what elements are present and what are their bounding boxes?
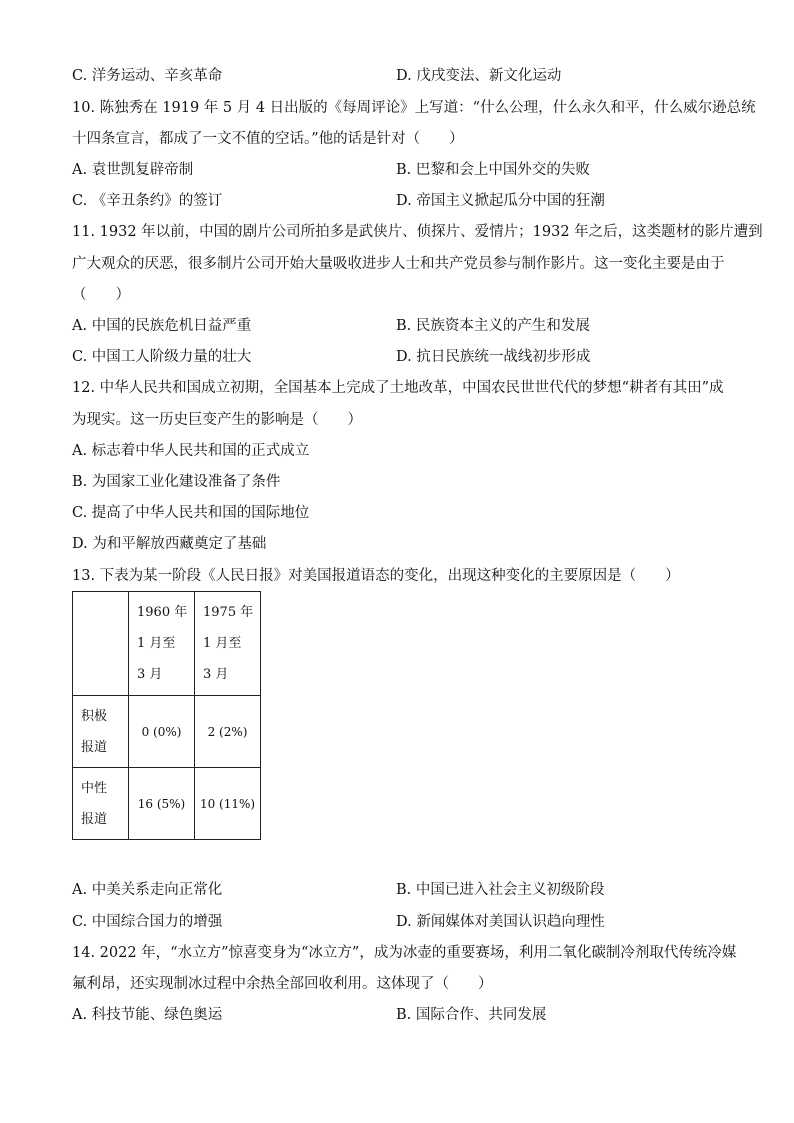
- q13-option-a: A. 中美关系走向正常化: [72, 882, 223, 898]
- cell-neutral-1960: [129, 768, 195, 840]
- table-header-1975: [195, 592, 261, 696]
- q10-stem-line1: 10. 陈独秀在 1919 年 5 月 4 日出版的《每周评论》上写道：“什么公理，什么永久和平，什么威尔逊总统: [72, 100, 756, 116]
- cell-value: 16 (5%): [137, 796, 186, 811]
- q13-stem-line1: 13. 下表为某一阶段《人民日报》对美国报道语态的变化，出现这种变化的主要原因是（ ）: [72, 568, 680, 584]
- q12-stem-line2: 为现实。这一历史巨变产生的影响是（ ）: [72, 412, 362, 428]
- q12-option-a: A. 标志着中华人民共和国的正式成立: [72, 443, 310, 459]
- cell-positive-1960: [129, 696, 195, 768]
- q13-option-d: D. 新闻媒体对美国认识趋向理性: [396, 914, 605, 930]
- q11-stem-line2: 广大观众的厌恶，很多制片公司开始大量吸收进步人士和共产党员参与制作影片。这一变化主要是由于: [72, 256, 725, 272]
- q12-stem-line1: 12. 中华人民共和国成立初期，全国基本上完成了土地改革，中国农民世世代代的梦想“耕者有其田”成: [72, 380, 724, 396]
- cell-value: 2 (2%): [207, 724, 248, 739]
- header-1960-line3: 3 月: [137, 667, 163, 682]
- q13-option-b: B. 中国已进入社会主义初级阶段: [396, 882, 605, 898]
- q10-stem-line2: 十四条宣言，都成了一文不值的空话。”他的话是针对（ ）: [72, 131, 464, 147]
- cell-value: 10 (11%): [199, 796, 256, 811]
- q10-option-c: C. 《辛丑条约》的签订: [72, 193, 223, 209]
- q13-table: [72, 591, 261, 840]
- q13-option-c: C. 中国综合国力的增强: [72, 914, 223, 930]
- q14-option-a: A. 科技节能、绿色奥运: [72, 1007, 223, 1023]
- row-label-line1: 中性: [81, 780, 108, 796]
- q9-option-c: C. 洋务运动、辛亥革命: [72, 68, 223, 84]
- cell-value: 0 (0%): [141, 724, 182, 739]
- header-1960-line2: 1 月至: [137, 636, 176, 651]
- cell-positive-1975: [195, 696, 261, 768]
- cell-neutral-1975: [195, 768, 261, 840]
- row-label-line2: 报道: [81, 811, 108, 827]
- header-1975-line2: 1 月至: [203, 636, 242, 651]
- q14-stem-line1: 14. 2022 年，“水立方”惊喜变身为“冰立方”，成为冰壶的重要赛场，利用二氧化碳制冷剂取代传统冷媒: [72, 945, 737, 961]
- q11-stem-line1: 11. 1932 年以前，中国的剧片公司所拍多是武侠片、侦探片、爱情片；1932 年之后，这类题材的影片遭到: [72, 224, 763, 240]
- q10-option-b: B. 巴黎和会上中国外交的失败: [396, 162, 590, 178]
- q9-option-d: D. 戊戌变法、新文化运动: [396, 68, 562, 84]
- table-header-1960: [129, 592, 195, 696]
- q14-option-b: B. 国际合作、共同发展: [396, 1007, 547, 1023]
- table-row: [73, 768, 261, 840]
- header-1975-line1: 1975 年: [203, 605, 254, 620]
- q11-stem-line3: （ ）: [72, 287, 130, 303]
- header-1960-line1: 1960 年: [137, 605, 188, 620]
- q11-option-d: D. 抗日民族统一战线初步形成: [396, 349, 591, 365]
- row-label-positive: [73, 696, 129, 768]
- q11-option-b: B. 民族资本主义的产生和发展: [396, 318, 590, 334]
- q11-option-a: A. 中国的民族危机日益严重: [72, 318, 252, 334]
- q11-option-c: C. 中国工人阶级力量的壮大: [72, 349, 252, 365]
- q14-stem-line2: 氟利昂，还实现制冰过程中余热全部回收利用。这体现了（ ）: [72, 976, 493, 992]
- table-row: [73, 696, 261, 768]
- row-label-neutral: [73, 768, 129, 840]
- row-label-line1: 积极: [81, 708, 108, 724]
- q12-option-c: C. 提高了中华人民共和国的国际地位: [72, 505, 310, 521]
- q10-option-a: A. 袁世凯复辟帝制: [72, 162, 194, 178]
- header-1975-line3: 3 月: [203, 667, 229, 682]
- table-corner-cell: [73, 592, 129, 696]
- q10-option-d: D. 帝国主义掀起瓜分中国的狂潮: [396, 193, 605, 209]
- q12-option-b: B. 为国家工业化建设准备了条件: [72, 474, 281, 490]
- row-label-line2: 报道: [81, 739, 108, 755]
- q12-option-d: D. 为和平解放西藏奠定了基础: [72, 536, 267, 552]
